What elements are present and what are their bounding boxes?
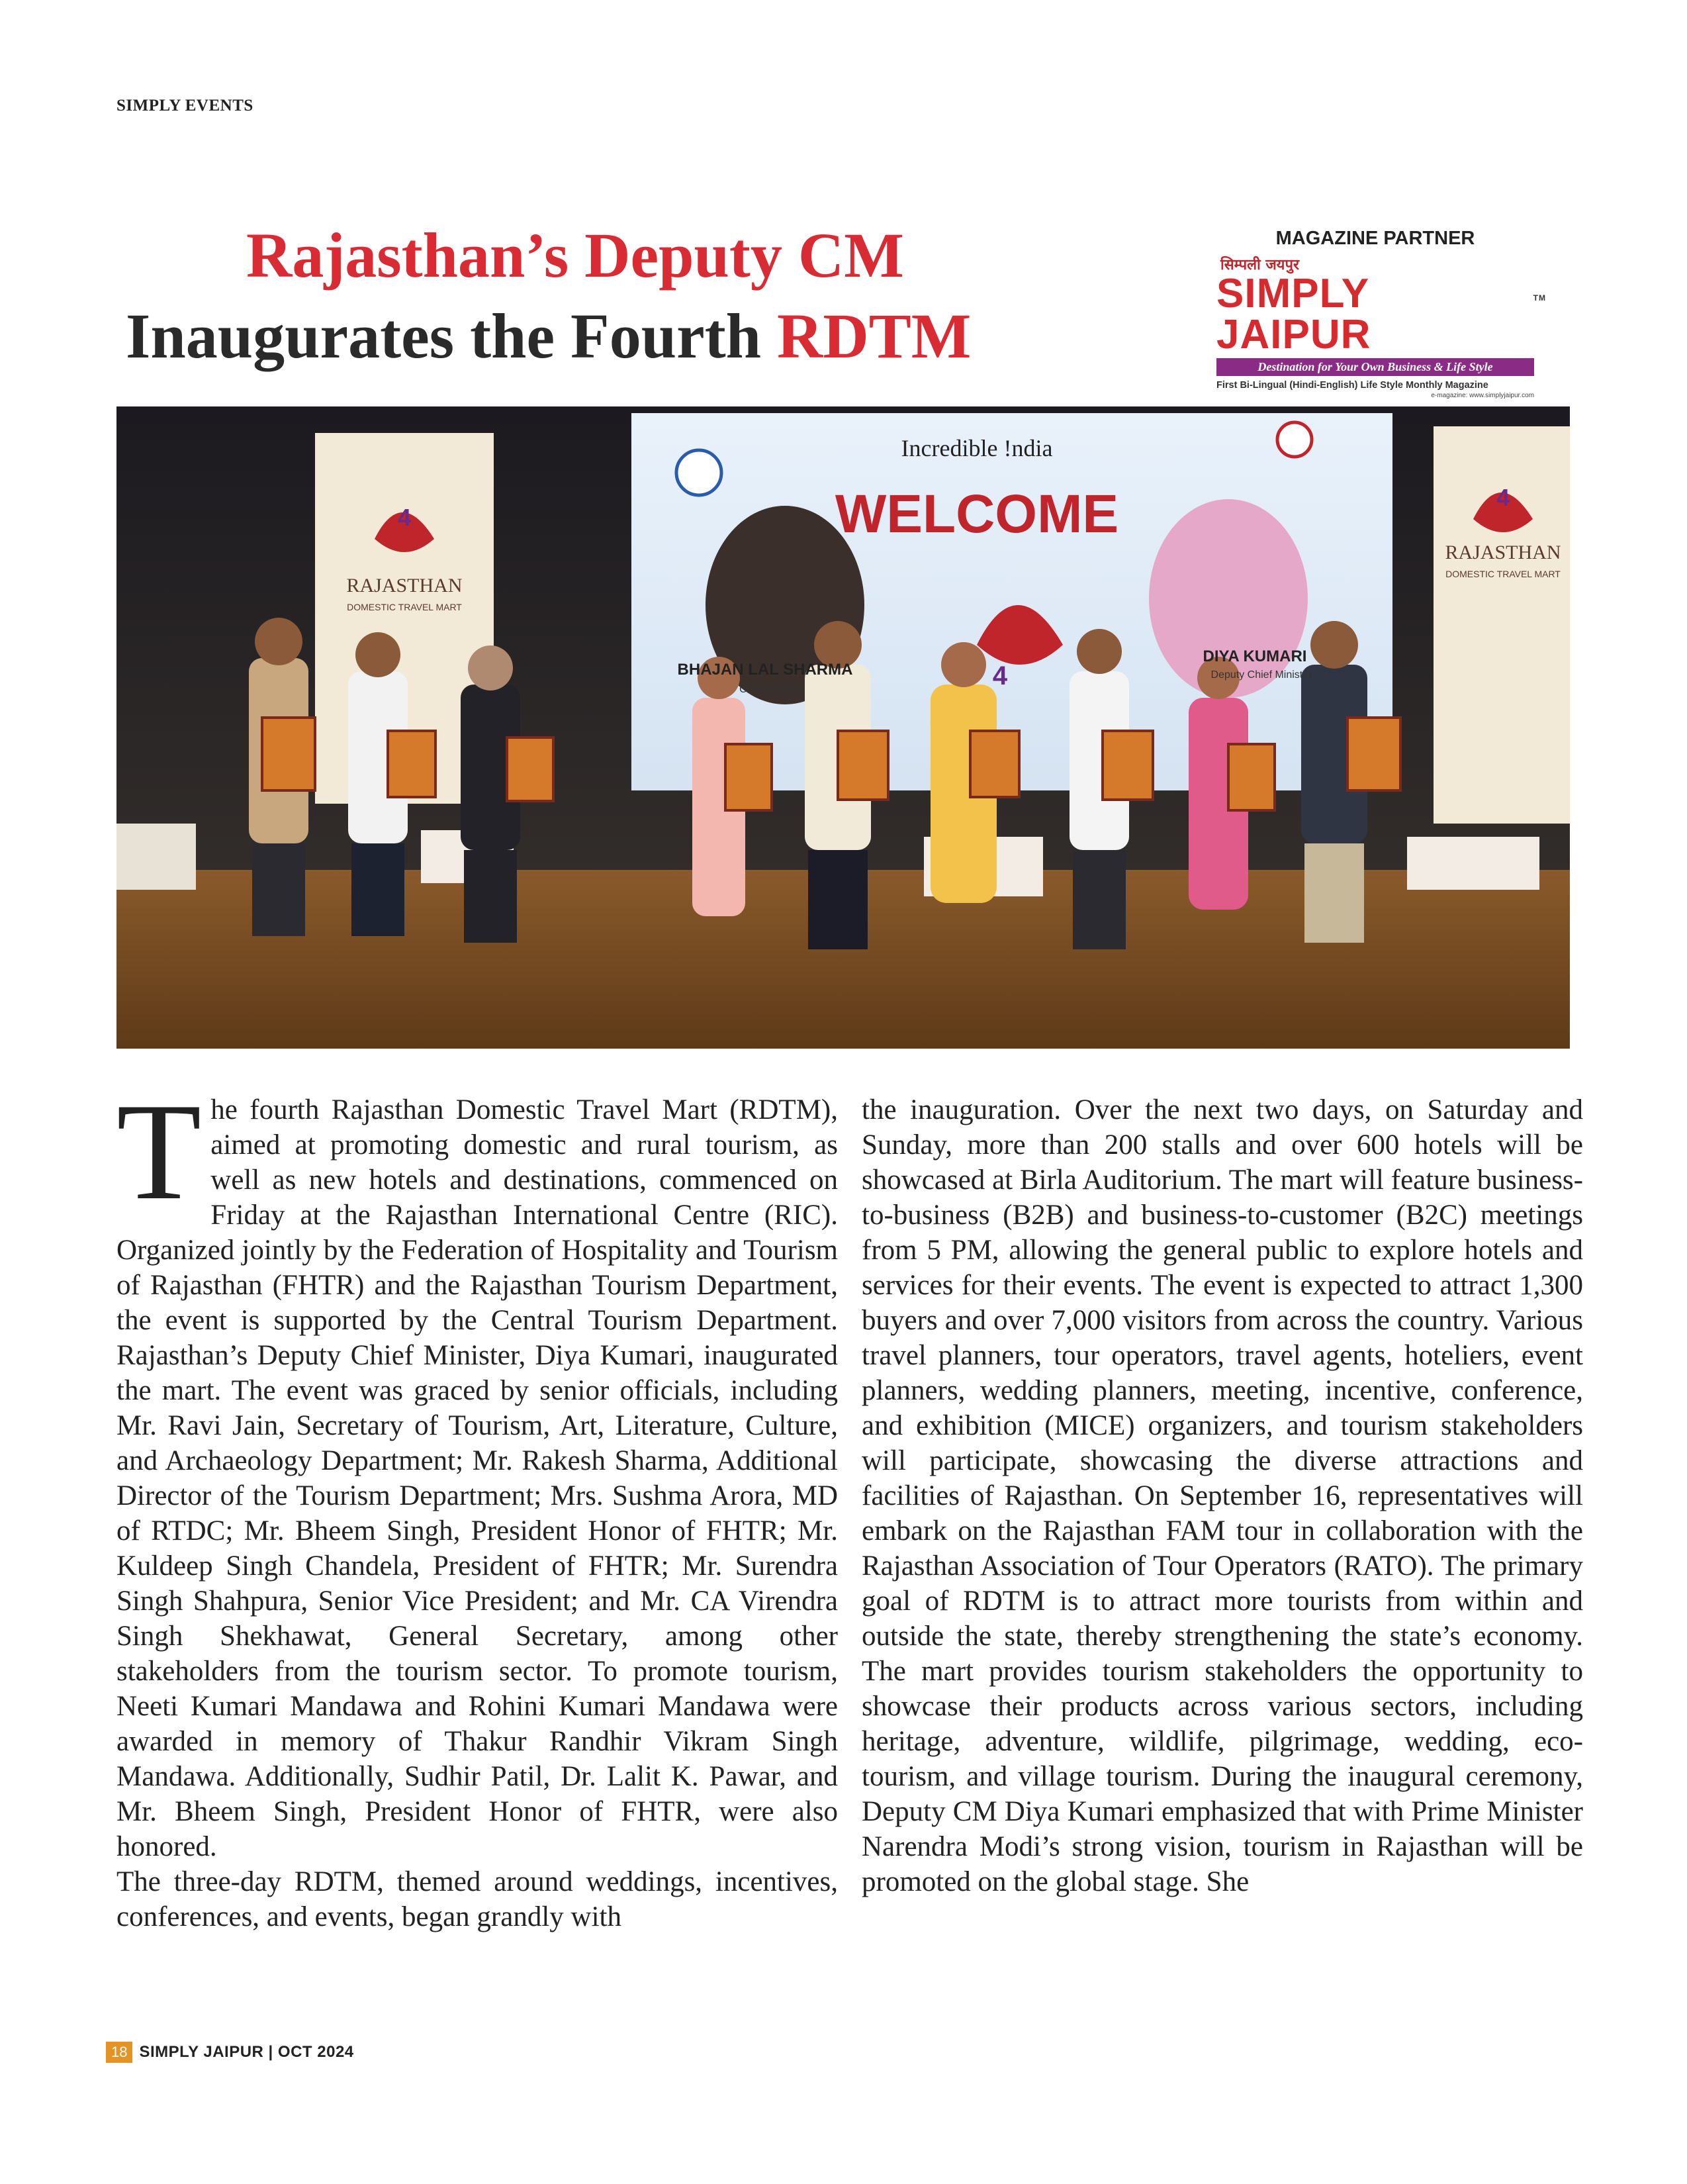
headline-line-1: Rajasthan’s Deputy CM xyxy=(246,220,904,291)
logo-hindi-text: सिम्पली जयपुर xyxy=(1220,257,1299,273)
headline-highlight: RDTM xyxy=(777,301,972,371)
page-number: 18 xyxy=(106,2042,132,2063)
screen-welcome: WELCOME xyxy=(835,484,1119,544)
logo-name xyxy=(1216,271,1546,357)
article-paragraph-1-text: he fourth Rajasthan Domestic Travel Mart (RDTM), aimed at promoting domestic and rural tourism, as well as new hotels and destinations, commenced on Friday at the Rajasthan International Centre (RIC). Organized jointly by the Federation of Hospitality and Tourism of Rajasthan (FHTR) and the Rajasthan Tourism Department, the event is supported by the Central Tourism Department. Rajasthan’s Deputy Chief Minister, Diya Kumari, inaugurated the mart. The event was graced by senior officials, including Mr. Ravi Jain, Secretary of Tourism, Art, Literature, Culture, and Archaeology Department; Mr. Rakesh Sharma, Additional Director of the Tourism Department; Mrs. Sushma Arora, MD of RTDC; Mr. Bheem Singh, President Honor of FHTR; Mr. Kuldeep Singh Chandela, President of FHTR; Mr. Surendra Singh Shahpura, Senior Vice President; and Mr. CA Virendra Singh Shekhawat, General Secretary, among other stakeholders from the tourism sector. To promote tourism, Neeti Kumari Mandawa and Rohini Kumari Mandawa were awarded in memory of Thakur Randhir Vikram Singh Mandawa. Additionally, Sudhir Patil, Dr. Lalit K. Pawar, and Mr. Bheem Singh, President Honor of FHTR, were also honored. xyxy=(116,1094,838,1862)
event-photo xyxy=(116,406,1570,1049)
article-paragraph-3: the inauguration. Over the next two days, on Saturday and Sunday, more than 200 stalls and over 600 hotels will be showcased at Birla Auditorium. The mart will feature business-to-business (B2B) and business-to-customer (B2C) meetings from 5 PM, allowing the general public to explore hotels and services for their events. The event is expected to attract 1,300 buyers and over 7,000 visitors from across the country. Various travel planners, tour operators, travel agents, hoteliers, event planners, wedding planners, meeting, incentive, conference, and exhibition (MICE) organizers, and tourism stakeholders will participate, showcasing the diverse attractions and facilities of Rajasthan. On September 16, representatives will embark on the Rajasthan FAM tour in collaboration with the Rajasthan Association of Tour Operators (RATO). The primary goal of RDTM is to attract more tourists from within and outside the state, thereby strengthening the state’s economy. The mart provides tourism stakeholders the opportunity to showcase their products across various sectors, including heritage, adventure, wildlife, pilgrimage, wedding, eco-tourism, and village tourism. During the inaugural ceremony, Deputy CM Diya Kumari emphasized that with Prime Minister Narendra Modi’s strong vision, tourism in Rajasthan will be promoted on the global stage. She xyxy=(862,1094,1583,1897)
screen-brand: Incredible !ndia xyxy=(901,435,1053,461)
screen-emblem-left xyxy=(676,450,721,495)
screen-number: 4 xyxy=(992,661,1008,690)
article-paragraph-2: The three-day RDTM, themed around weddings, incentives, conferences, and events, began grandly with xyxy=(116,1866,838,1932)
partner-label: MAGAZINE PARTNER xyxy=(1275,228,1475,249)
flower-table-right xyxy=(1407,837,1539,890)
magazine-partner-block xyxy=(1216,228,1546,399)
left-banner-number: 4 xyxy=(397,504,412,531)
article-column-right xyxy=(862,1092,1583,1899)
logo-tagline: Destination for Your Own Business & Life Style xyxy=(1216,358,1534,376)
headline-line-2-prefix: Inaugurates the Fourth xyxy=(126,301,778,371)
screen-emblem-right xyxy=(1277,422,1312,457)
logo-subtitle: First Bi-Lingual (Hindi-English) Life Style Monthly Magazine xyxy=(1216,380,1488,391)
article-column-left xyxy=(116,1075,838,1934)
logo-website: e-magazine: www.simplyjaipur.com xyxy=(1431,392,1534,399)
logo-name-text: SIMPLY JAIPUR xyxy=(1216,271,1371,357)
page-footer xyxy=(106,2042,354,2063)
left-banner-sub: DOMESTIC TRAVEL MART xyxy=(347,602,462,612)
screen-left-role: Chief Minister xyxy=(739,684,804,695)
drop-cap: T xyxy=(116,1075,202,1229)
right-banner-title: RAJASTHAN xyxy=(1445,542,1561,563)
podium-left xyxy=(116,824,196,890)
logo-trademark: TM xyxy=(1533,293,1546,303)
simply-jaipur-logo xyxy=(1216,257,1546,399)
headline-line-2 xyxy=(126,299,971,373)
screen-right-role: Deputy Chief Minister xyxy=(1210,669,1312,681)
section-label: SIMPLY EVENTS xyxy=(116,97,253,115)
article-paragraph-1 xyxy=(116,1075,838,1864)
screen-right-name: DIYA KUMARI xyxy=(1203,647,1307,665)
footer-publication: SIMPLY JAIPUR | OCT 2024 xyxy=(139,2043,354,2061)
left-banner-title: RAJASTHAN xyxy=(346,575,463,596)
right-banner-sub: DOMESTIC TRAVEL MART xyxy=(1445,569,1561,579)
right-banner-number: 4 xyxy=(1496,484,1510,511)
screen-left-name: BHAJAN LAL SHARMA xyxy=(677,661,853,679)
